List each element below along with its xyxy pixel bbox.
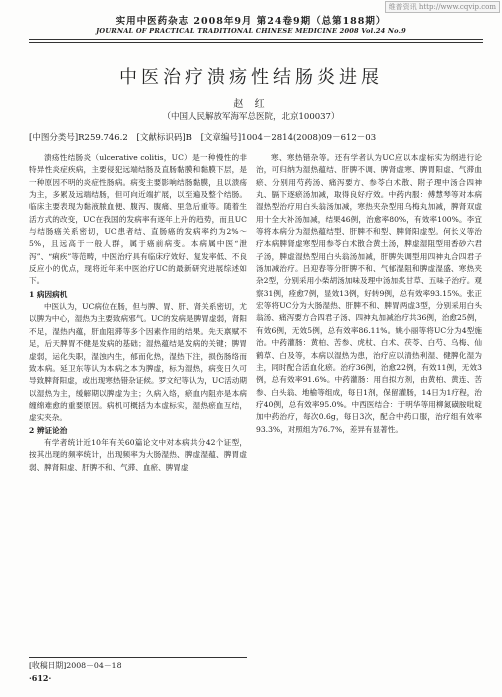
- article-metadata: [29, 131, 483, 143]
- article-number: [文章编号]1004－2814(2008)09－612－03: [200, 133, 377, 143]
- journal-header-en: JOURNAL OF PRACTICAL TRADITIONAL CHINESE MEDICINE 2008 Vol.24 No.9: [96, 27, 406, 35]
- document-code: [文献标识码]B: [136, 133, 192, 143]
- right-column: [256, 152, 482, 692]
- left-column: [29, 152, 247, 652]
- right-column-text: 寒、寒热错杂等。还有学者认为UC应以本虚标实为纲进行论治，可归纳为湿热蕴结、肝脾不调、脾肾虚寒、脾胃阳虚、气滞血瘀、分别用芍药汤、痛泻要方、参苓白术散、附子理中汤合四神丸、膈下逐瘀汤加减，取得良好疗效。中药内服：傅慧琴等对本病湿热型治疗用白头翁汤加减，寒热夹杂型用乌梅丸加减，脾肾双虚用十全大补汤加减，结果46例，治愈率80%，有效率100%。李宜等将本病分为湿热蕴结型、肝脾不和型、脾肾阳虚型。何长义等治疗本病脾肾虚寒型用参苓白术散合黄土汤，脾虚湿阻型用香砂六君子汤，脾虚湿热型用白头翁汤加减，肝脾失调型用四神丸合四君子汤加减治疗。吕迎春等分肝脾不和、气郁湿阻和脾虚湿盛、寒热夹杂2型，分别采用小柴胡汤加味及理中汤加炙甘草、五味子治疗。观察31例，痊愈7例，显效13例，好转9例，总有效率93.15%。张正宏等将UC分为大肠湿热、肝脾不和、脾胃两虚3型，分别采用白头翁汤、痛泻要方合四君子汤、四神丸加减治疗共36例，治愈25例，有效6例，无效5例，总有效率86.11%。姚小丽等将UC分为4型施治。中药灌肠：黄柏、苦参、虎杖、白术、茯苓、白芍、乌梅、仙鹤草、白及等，本病以湿热为患，治疗应以清热利湿、健脾化湿为主，同时配合活血化瘀。治疗36例，治愈22例，有效11例，无效3例，总有效率91.6%。中药灌肠：用自拟方剂，由黄柏、黄连、苦参、白头翁、地榆等组成，每日1剂，保留灌肠，14日为1疗程，治疗40例，总有效率95.0%。中西医结合：于明华等用柳氮磺胺吡啶加中药治疗，每次0.6g，每日3次，配合中药口服，治疗组有效率93.3%，对照组为76.7%，差异有显著性。: [256, 153, 482, 434]
- differentiation-paragraph: 有学者统计近10年有关60篇论文中对本病共分42个证型，按其出现的频率统计，出现频率为大肠湿热、脾虚湿蕴、脾胃虚弱、脾肾阳虚、肝脾不和、气滞、血瘀、脾胃虚: [29, 437, 247, 472]
- header-rule-thin: [29, 42, 483, 43]
- page-number: ·612·: [29, 673, 52, 683]
- source-stamp: 维普资讯 http://www.cqvip.com: [385, 1, 500, 13]
- etiology-paragraph: 中医认为，UC病位在肠，但与脾、胃、肝、肾关系密切，尤以脾为中心，湿热为主要致病邪气。UC的发病是脾胃虚弱，肾阳不足，湿热内蕴，肝血阻滞等多个因素作用的结果。先天禀赋不足，后天脾胃不健是发病的基础；湿热蕴结是发病的关键；脾胃虚弱，运化失职，湿浊内生，郁而化热，湿热下注，损伤肠络而致本病。延卫东等认为本病之本为脾虚，标为湿热，病变日久可导致脾肾阳虚，或出现寒热错杂证候。罗文纪等认为，UC活动期以湿热为主，缓解期以脾虚为主；久病入络，瘀血内阻亦是本病缠绵难愈的重要原因。病机可概括为本虚标实，湿热瘀血互结，虚实夹杂。: [29, 302, 247, 423]
- header-rule-thick: [29, 39, 483, 40]
- affiliation: （中国人民解放军海军总医院，北京100037）: [162, 112, 340, 122]
- article-title: 中医治疗溃疡性结肠炎进展: [119, 67, 383, 88]
- journal-header-cn: 实用中医药杂志 2008年9月 第24卷9期（总第188期）: [115, 16, 387, 27]
- section-heading-etiology: 1 病因病机: [29, 289, 68, 299]
- received-date: [收稿日期]2008－04－18: [29, 657, 247, 671]
- clc-number: [中图分类号]R259.746.2: [29, 133, 128, 143]
- author: 赵 红: [233, 99, 269, 110]
- section-heading-differentiation: 2 辨证论治: [29, 425, 68, 435]
- intro-paragraph: 溃疡性结肠炎（ulcerative colitis，UC）是一种慢性的非特异性炎症疾病，主要侵犯远端结肠及直肠黏膜和黏膜下层，是一种原因不明的炎症性肠病。病变主要影响结肠黏膜，且以溃疡为主，多累及远端结肠，但可向近端扩展，以至遍及整个结肠。临床主要表现为黏液脓血便、腹泻、腹痛、里急后重等。随着生活方式的改变，UC在我国的发病率有逐年上升的趋势，而且UC与结肠癌关系密切，UC患者结、直肠癌的发病率约为2%～5%，且远高于一般人群，属于癌前病变。本病属中医“泄泻”、“痢疾”等范畴，中医治疗具有临床疗效好、复发率低、不良反应小的优点，现将近年来中医治疗UC的最新研究进展综述如下。: [29, 153, 247, 286]
